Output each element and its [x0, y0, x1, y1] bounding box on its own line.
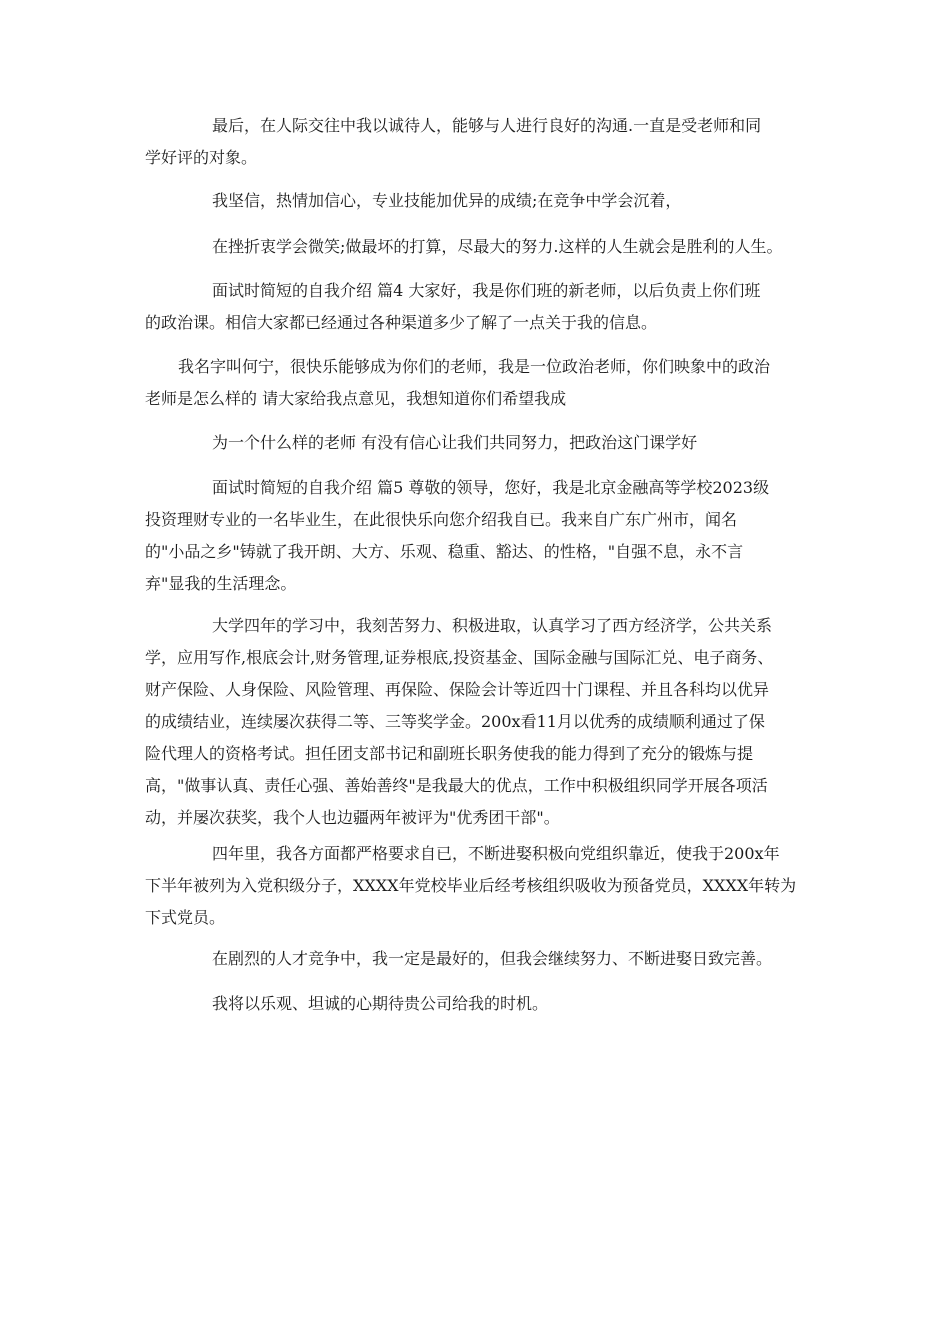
- text-line: 高，"做事认真、责任心强、善始善终"是我最大的优点，工作中积极组织同学开展各项活: [145, 776, 768, 795]
- text-line: 为一个什么样的老师 有没有信心让我们共同努力，把政治这门课学好: [212, 433, 698, 452]
- text-line: 投资理财专业的一名毕业生，在此很快乐向您介绍我自已。我来自广东广州市，闻名: [145, 510, 738, 529]
- paragraph-1: [145, 110, 810, 174]
- text-line: 老师是怎么样的 请大家给我点意见，我想知道你们希望我成: [145, 389, 567, 408]
- paragraph-11: [145, 988, 810, 1020]
- text-line: 财产保险、人身保险、风险管理、再保险、保险会计等近四十门课程、并且各科均以优异: [145, 680, 770, 699]
- text-line: 在挫折衷学会微笑;做最坏的打算，尽最大的努力.这样的人生就会是胜利的人生。: [212, 237, 783, 256]
- paragraph-2: [145, 185, 810, 217]
- text-line: 最后，在人际交往中我以诚待人，能够与人进行良好的沟通.一直是受老师和同: [212, 116, 762, 135]
- text-line: 下半年被列为入党积级分子，XXXX年党校毕业后经考核组织吸收为预备党员，XXXX年转为: [145, 876, 797, 895]
- text-line: 的成绩结业，连续屡次获得二等、三等奖学金。200x看11月以优秀的成绩顺利通过了保: [145, 712, 765, 731]
- text-line: 学好评的对象。: [145, 148, 258, 167]
- paragraph-4: [145, 275, 810, 339]
- text-line: 面试时简短的自我介绍 篇5 尊敬的领导，您好，我是北京金融高等学校2023级: [212, 478, 770, 497]
- text-line: 下式党员。: [145, 908, 226, 927]
- text-line: 的政治课。相信大家都已经通过各种渠道多少了解了一点关于我的信息。: [145, 313, 658, 332]
- paragraph-10: [145, 943, 810, 975]
- text-line: 四年里，我各方面都严格要求自已，不断进娶积极向党组织靠近，使我于200x年: [212, 844, 780, 863]
- text-line: 我坚信，热情加信心，专业技能加优异的成绩;在竞争中学会沉着，: [212, 191, 682, 210]
- text-line: 面试时简短的自我介绍 篇4 大家好，我是你们班的新老师，以后负责上你们班: [212, 281, 761, 300]
- paragraph-7: [145, 472, 810, 600]
- paragraph-9: [145, 838, 810, 934]
- paragraph-5: [145, 351, 810, 415]
- text-line: 的"小品之乡"铸就了我开朗、大方、乐观、稳重、豁达、的性格，"自强不息，永不言: [145, 542, 744, 561]
- text-line: 学，应用写作,根底会计,财务管理,证券根底,投资基金、国际金融与国际汇兑、电子商务、: [145, 648, 774, 667]
- text-line: 我名字叫何宁，很快乐能够成为你们的老师，我是一位政治老师，你们映象中的政治: [178, 357, 771, 376]
- text-line: 动，并屡次获奖，我个人也边疆两年被评为"优秀团干部"。: [145, 808, 560, 827]
- text-line: 我将以乐观、坦诚的心期待贵公司给我的时机。: [212, 994, 549, 1013]
- text-line: 弃"显我的生活理念。: [145, 574, 297, 593]
- text-line: 险代理人的资格考试。担任团支部书记和副班长职务使我的能力得到了充分的锻炼与提: [145, 744, 754, 763]
- paragraph-6: [145, 427, 810, 459]
- text-line: 大学四年的学习中，我刻苦努力、积极进取，认真学习了西方经济学，公共关系: [212, 616, 773, 635]
- text-line: 在剧烈的人才竞争中，我一定是最好的，但我会继续努力、不断进娶日致完善。: [212, 949, 773, 968]
- paragraph-3: [145, 231, 810, 263]
- paragraph-8: [145, 610, 810, 834]
